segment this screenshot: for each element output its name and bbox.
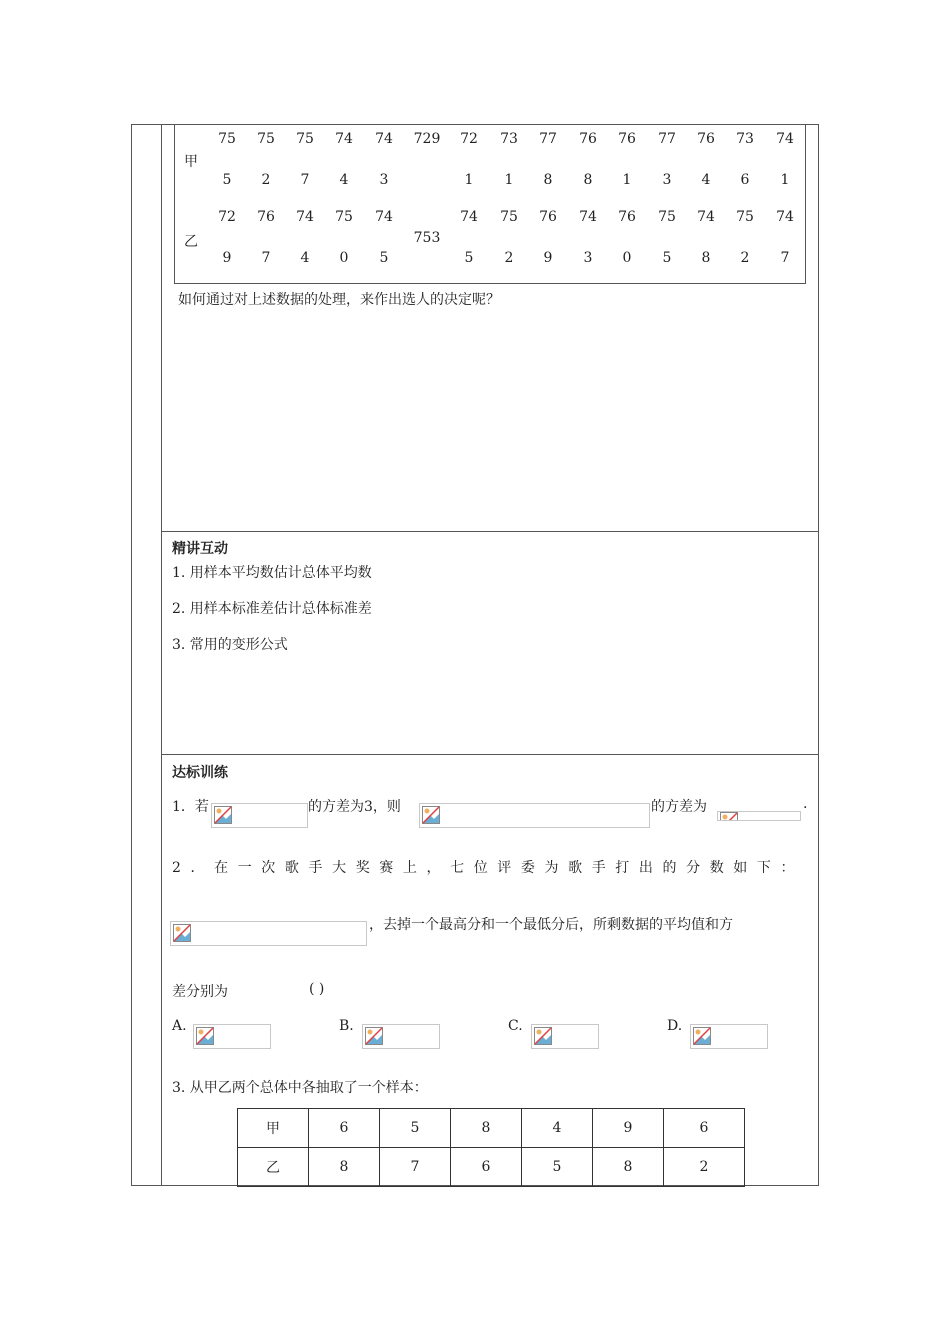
- question-text: 如何通过对上述数据的处理，来作出选人的决定呢？: [178, 292, 500, 308]
- score-cell: 74: [460, 209, 478, 225]
- score-cell: 76: [697, 131, 715, 147]
- score-cell: 3: [583, 250, 593, 266]
- score-cell: 6: [740, 172, 750, 188]
- section-divider-2: [161, 754, 819, 755]
- broken-image-icon: [196, 1027, 214, 1045]
- score-cell: 1: [780, 172, 790, 188]
- formula-image-2: [419, 803, 650, 828]
- score-cell: 74: [335, 131, 353, 147]
- score-cell: 4: [701, 172, 711, 188]
- sample-table: [237, 1108, 745, 1187]
- score-cell: 74: [776, 131, 794, 147]
- score-cell: 8: [701, 250, 711, 266]
- q2-line2: ，去掉一个最高分和一个最低分后，所剩数据的平均值和方: [369, 917, 733, 933]
- score-cell: 2: [261, 172, 271, 188]
- broken-image-icon: [173, 924, 191, 942]
- score-cell: 74: [375, 131, 393, 147]
- score-cell: 7: [261, 250, 271, 266]
- score-cell: 75: [500, 209, 518, 225]
- table-row: [238, 1109, 745, 1148]
- score-cell: 7: [300, 172, 310, 188]
- score-cell: 1: [504, 172, 514, 188]
- score-cell: 75: [257, 131, 275, 147]
- explain-item-1: 1. 用样本平均数估计总体平均数: [172, 565, 372, 581]
- table-cell: 8: [309, 1148, 380, 1187]
- score-cell: 4: [339, 172, 349, 188]
- score-cell: 76: [539, 209, 557, 225]
- score-cell: 3: [662, 172, 672, 188]
- broken-image-icon: [214, 806, 232, 824]
- q1-mid: 的方差为3，则: [308, 799, 401, 815]
- score-cell: 5: [662, 250, 672, 266]
- table-cell: 5: [380, 1109, 451, 1148]
- option-b-label: B.: [339, 1018, 354, 1034]
- score-cell: 73: [500, 131, 518, 147]
- score-cell: 75: [335, 209, 353, 225]
- score-cell: 75: [296, 131, 314, 147]
- score-cell: 2: [740, 250, 750, 266]
- score-cell: 74: [697, 209, 715, 225]
- section-title-practice: 达标训练: [172, 765, 228, 781]
- q2-line1: 2．在一次歌手大奖赛上，七位评委为歌手打出的分数如下：: [172, 860, 805, 876]
- q1-suffix: 的方差为: [651, 799, 707, 815]
- left-column-divider: [161, 124, 162, 1186]
- score-cell: 76: [618, 209, 636, 225]
- score-cell: 76: [257, 209, 275, 225]
- broken-image-icon: [422, 806, 440, 824]
- option-a-label: A.: [172, 1018, 187, 1034]
- score-middle-value: 753: [413, 230, 441, 246]
- score-cell: 2: [504, 250, 514, 266]
- score-cell: 5: [464, 250, 474, 266]
- section-title-explain: 精讲互动: [172, 541, 228, 557]
- formula-image-1: [211, 803, 308, 828]
- score-cell: 5: [222, 172, 232, 188]
- score-cell: 76: [618, 131, 636, 147]
- q3-text: 3. 从甲乙两个总体中各抽取了一个样本：: [172, 1080, 428, 1096]
- score-cell: 1: [464, 172, 474, 188]
- score-cell: 4: [300, 250, 310, 266]
- table-cell: 8: [593, 1148, 664, 1187]
- table-cell: 9: [593, 1109, 664, 1148]
- option-c-image[interactable]: [531, 1024, 599, 1049]
- score-cell: 1: [622, 172, 632, 188]
- score-cell: 3: [379, 172, 389, 188]
- table-cell: 甲: [238, 1109, 309, 1148]
- score-cell: 74: [375, 209, 393, 225]
- score-cell: 7: [780, 250, 790, 266]
- row-label-jia: 甲: [184, 154, 198, 170]
- table-cell: 6: [664, 1109, 745, 1148]
- option-a-image[interactable]: [193, 1024, 271, 1049]
- score-cell: 75: [658, 209, 676, 225]
- q2-line3: 差分别为: [172, 984, 228, 1000]
- score-cell: 5: [379, 250, 389, 266]
- row-label-yi: 乙: [184, 234, 198, 250]
- option-b-image[interactable]: [362, 1024, 440, 1049]
- broken-image-icon: [693, 1027, 711, 1045]
- option-c-label: C.: [508, 1018, 523, 1034]
- score-cell: 77: [539, 131, 557, 147]
- explain-item-2: 2. 用样本标准差估计总体标准差: [172, 601, 372, 617]
- broken-image-icon: [720, 812, 738, 821]
- table-cell: 6: [309, 1109, 380, 1148]
- score-cell: 0: [622, 250, 632, 266]
- score-cell: 0: [339, 250, 349, 266]
- score-cell: 74: [776, 209, 794, 225]
- score-cell: 76: [579, 131, 597, 147]
- q1-end: .: [803, 796, 808, 812]
- score-cell: 75: [218, 131, 236, 147]
- score-cell: 9: [543, 250, 553, 266]
- broken-image-icon: [365, 1027, 383, 1045]
- score-cell: 729: [413, 131, 441, 147]
- explain-item-3: 3. 常用的变形公式: [172, 637, 288, 653]
- table-cell: 6: [451, 1148, 522, 1187]
- score-cell: 74: [296, 209, 314, 225]
- score-cell: 8: [543, 172, 553, 188]
- score-cell: 9: [222, 250, 232, 266]
- score-cell: 75: [736, 209, 754, 225]
- score-cell: 77: [658, 131, 676, 147]
- score-cell: 72: [218, 209, 236, 225]
- table-cell: 2: [664, 1148, 745, 1187]
- answer-paren: ( ): [309, 981, 325, 997]
- table-cell: 4: [522, 1109, 593, 1148]
- option-d-image[interactable]: [690, 1024, 768, 1049]
- table-cell: 8: [451, 1109, 522, 1148]
- score-cell: 72: [460, 131, 478, 147]
- formula-image-3: [717, 811, 801, 821]
- option-d-label: D.: [667, 1018, 683, 1034]
- section-divider-1: [161, 531, 819, 532]
- score-cell: 73: [736, 131, 754, 147]
- table-cell: 乙: [238, 1148, 309, 1187]
- broken-image-icon: [534, 1027, 552, 1045]
- q1-prefix: 1．若: [172, 799, 209, 815]
- score-cell: 8: [583, 172, 593, 188]
- score-list-image: [170, 921, 367, 946]
- score-cell: 74: [579, 209, 597, 225]
- table-cell: 7: [380, 1148, 451, 1187]
- table-cell: 5: [522, 1148, 593, 1187]
- table-row: [238, 1148, 745, 1187]
